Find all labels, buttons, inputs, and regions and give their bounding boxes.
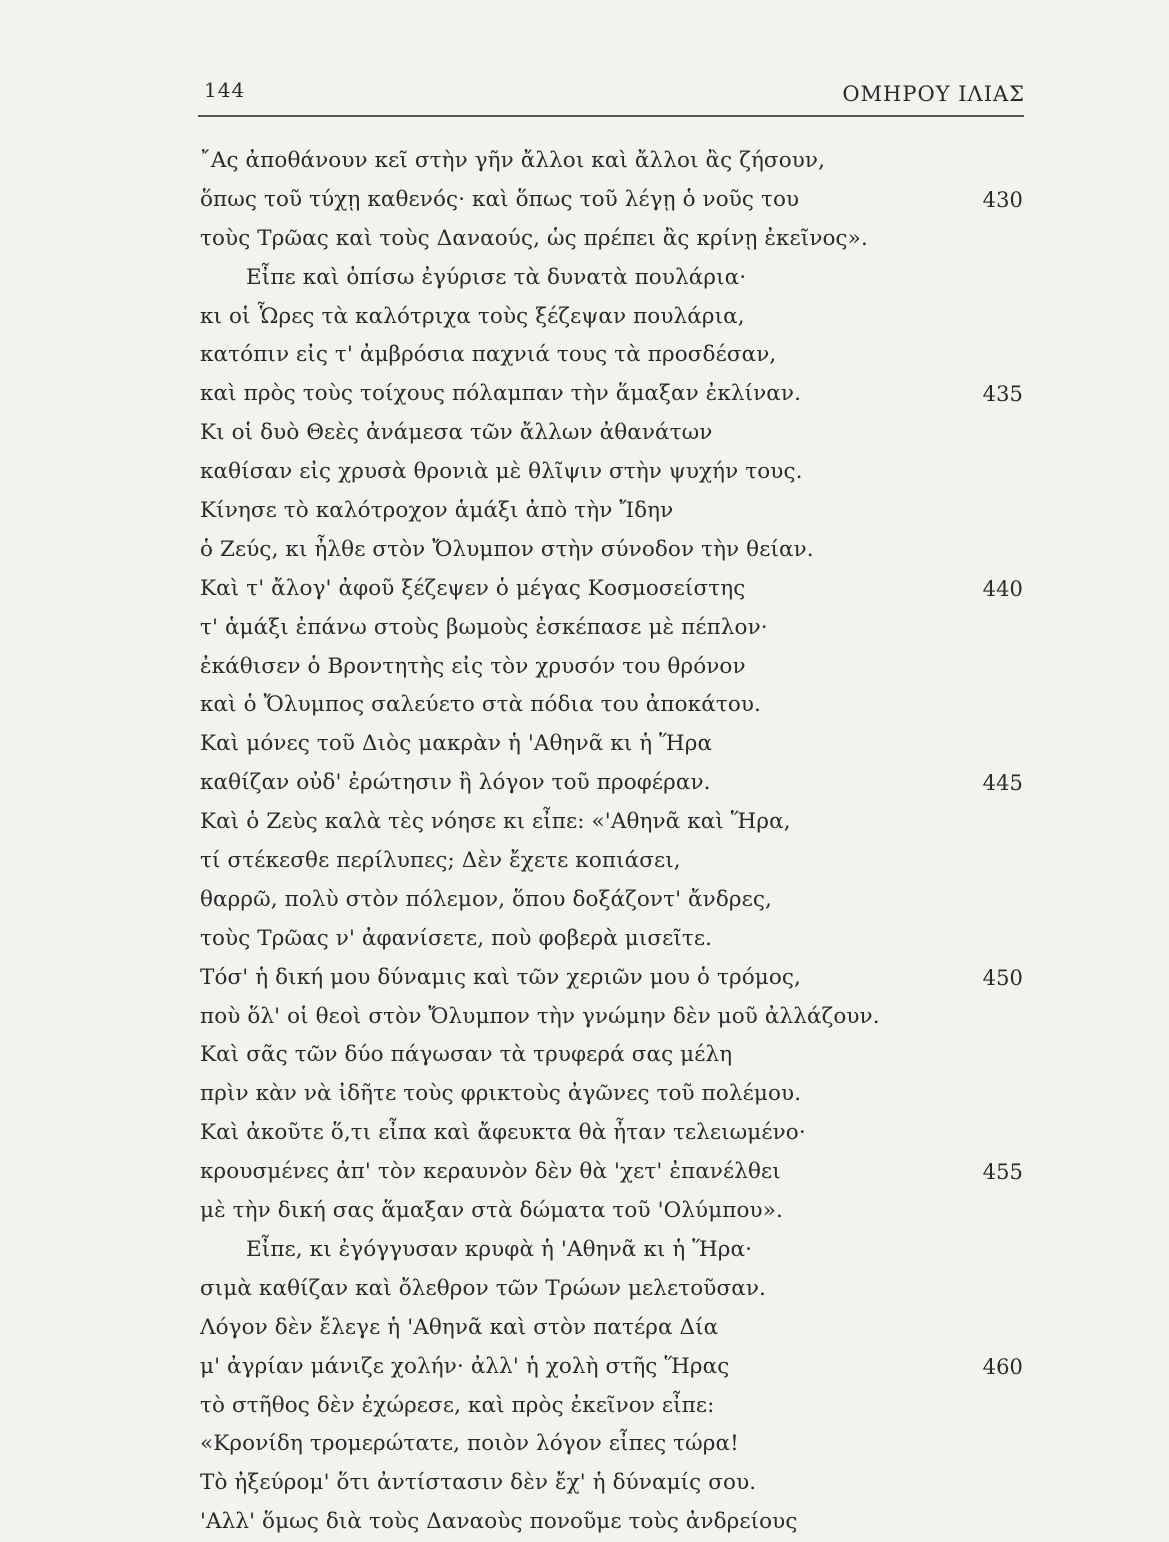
verse-text: κι οἱ Ὧρες τὰ καλότριχα τοὺς ξέζεψαν πουλάρια, [200, 303, 745, 329]
verse-line [200, 298, 1040, 337]
verse-line [200, 686, 1040, 725]
verse-line [200, 725, 1040, 764]
verse-line [200, 764, 1040, 803]
verse-line [200, 1075, 1040, 1114]
verse-text: Καὶ ἀκοῦτε ὅ,τι εἶπα καὶ ἄφευκτα θὰ ἦταν τελειωμένο· [200, 1120, 806, 1146]
verse-text: καθίζαν οὐδ' ἐρώτησιν ἢ λόγον τοῦ προφέραν. [200, 770, 711, 796]
verse-line [200, 531, 1040, 570]
verse-text: τὸ στῆθος δὲν ἐχώρεσε, καὶ πρὸς ἐκεῖνον εἶπε: [200, 1392, 715, 1418]
verse-text: Κίνησε τὸ καλότροχον ἁμάξι ἀπὸ τὴν Ἴδην [200, 498, 674, 524]
verse-text: Λόγον δὲν ἔλεγε ἡ 'Αθηνᾶ καὶ στὸν πατέρα Δία [200, 1314, 719, 1340]
verse-line [200, 414, 1040, 453]
verse-text: «Κρονίδη τρομερώτατε, ποιὸν λόγον εἶπες τώρα! [200, 1431, 739, 1457]
verse-line [200, 1348, 1040, 1387]
verse-line [200, 336, 1040, 375]
line-number: 430 [982, 187, 1023, 212]
verse-line [200, 998, 1040, 1037]
verse-line [200, 803, 1040, 842]
verse-text: θαρρῶ, πολὺ στὸν πόλεμον, ὅπου δοξάζοντ' ἄνδρες, [200, 886, 772, 912]
verse-line [200, 1192, 1040, 1231]
verse-line [200, 1114, 1040, 1153]
verse-text: μὲ τὴν δική σας ἅμαξαν στὰ δώματα τοῦ 'Ολύμπου». [200, 1198, 783, 1224]
verse-line [200, 881, 1040, 920]
line-number: 450 [982, 965, 1023, 990]
verse-line [200, 142, 1040, 181]
verse-text: Εἶπε, κι ἐγόγγυσαν κρυφὰ ἡ 'Αθηνᾶ κι ἡ Ἥρα· [246, 1236, 753, 1262]
verse-text: ἐκάθισεν ὁ Βροντητὴς εἰς τὸν χρυσόν του θρόνον [200, 653, 746, 679]
verse-line [200, 1036, 1040, 1075]
verse-line [200, 842, 1040, 881]
verse-line [200, 609, 1040, 648]
page-header [204, 74, 1025, 114]
running-title: ΟΜΗΡΟΥ ΙΛΙΑΣ [842, 82, 1025, 106]
verse-text: καθίσαν εἰς χρυσὰ θρονιὰ μὲ θλῖψιν στὴν ψυχήν τους. [200, 459, 803, 485]
verse-text: Καὶ τ' ἄλογ' ἀφοῦ ξέζεψεν ὁ μέγας Κοσμοσείστης [200, 575, 746, 601]
verse-line [200, 1231, 1040, 1270]
line-number: 460 [982, 1354, 1023, 1379]
verse-line [200, 1309, 1040, 1348]
verse-text: ποὺ ὅλ' οἱ θεοὶ στὸν Ὄλυμπον τὴν γνώμην δὲν μοῦ ἀλλάζουν. [200, 1003, 880, 1029]
line-number: 445 [982, 771, 1023, 796]
verse-line [200, 1503, 1040, 1542]
verse-text: τοὺς Τρῶας καὶ τοὺς Δαναούς, ὡς πρέπει ἂς κρίνῃ ἐκεῖνος». [200, 225, 868, 251]
verse-text: 'Αλλ' ὅμως διὰ τοὺς Δαναοὺς πονοῦμε τοὺς ἀνδρείους [200, 1509, 798, 1535]
verse-text: καὶ πρὸς τοὺς τοίχους πόλαμπαν τὴν ἅμαξαν ἐκλίναν. [200, 381, 802, 407]
page-number: 144 [204, 78, 246, 102]
line-number: 455 [982, 1160, 1023, 1185]
verse-line [200, 648, 1040, 687]
verse-line [200, 959, 1040, 998]
verse-text: ὅπως τοῦ τύχῃ καθενός· καὶ ὅπως τοῦ λέγῃ ὁ νοῦς του [200, 186, 800, 212]
verse-text: τοὺς Τρῶας ν' ἀφανίσετε, ποὺ φοβερὰ μισεῖτε. [200, 925, 713, 951]
verse-text: ὁ Ζεύς, κι ἦλθε στὸν Ὄλυμπον στὴν σύνοδον τὴν θείαν. [200, 536, 814, 562]
line-number: 440 [982, 576, 1023, 601]
verse-line [200, 492, 1040, 531]
verse-text: Κι οἱ δυὸ Θεὲς ἀνάμεσα τῶν ἄλλων ἀθανάτων [200, 420, 713, 446]
verse-text: τ' ἁμάξι ἐπάνω στοὺς βωμοὺς ἐσκέπασε μὲ πέπλον· [200, 614, 768, 640]
verse-block [200, 142, 1040, 1542]
line-number: 435 [982, 382, 1023, 407]
verse-text: Καὶ μόνες τοῦ Διὸς μακρὰν ἡ 'Αθηνᾶ κι ἡ Ἥρα [200, 731, 713, 757]
verse-text: κρουσμένες ἀπ' τὸν κεραυνὸν δὲν θὰ 'χετ' ἐπανέλθει [200, 1159, 781, 1185]
verse-text: σιμὰ καθίζαν καὶ ὄλεθρον τῶν Τρώων μελετοῦσαν. [200, 1275, 766, 1301]
verse-text: πρὶν κὰν νὰ ἰδῆτε τοὺς φρικτοὺς ἀγῶνες τοῦ πολέμου. [200, 1081, 802, 1107]
header-rule [198, 115, 1024, 117]
verse-line [200, 570, 1040, 609]
verse-line [200, 375, 1040, 414]
verse-text: μ' ἀγρίαν μάνιζε χολήν· ἀλλ' ἡ χολὴ στῆς Ἥρας [200, 1353, 730, 1379]
verse-line [200, 1464, 1040, 1503]
verse-text: τί στέκεσθε περίλυπες; Δὲν ἔχετε κοπιάσει, [200, 848, 681, 874]
verse-line [200, 920, 1040, 959]
verse-text: Τόσ' ἡ δική μου δύναμις καὶ τῶν χεριῶν μου ὁ τρόμος, [200, 964, 801, 990]
verse-line [200, 453, 1040, 492]
verse-text: καὶ ὁ Ὄλυμπος σαλεύετο στὰ πόδια του ἀποκάτου. [200, 692, 761, 718]
verse-text: Τὸ ἠξεύρομ' ὅτι ἀντίστασιν δὲν ἔχ' ἡ δύναμίς σου. [200, 1470, 757, 1496]
verse-line [200, 259, 1040, 298]
verse-text: Καὶ σᾶς τῶν δύο πάγωσαν τὰ τρυφερά σας μέλη [200, 1042, 733, 1068]
verse-text: ῎Ας ἀποθάνουν κεῖ στὴν γῆν ἄλλοι καὶ ἄλλοι ἂς ζήσουν, [200, 148, 826, 173]
verse-text: Εἶπε καὶ ὀπίσω ἐγύρισε τὰ δυνατὰ πουλάρια· [246, 264, 747, 290]
verse-line [200, 1387, 1040, 1426]
verse-line [200, 1153, 1040, 1192]
verse-text: κατόπιν εἰς τ' ἀμβρόσια παχνιά τους τὰ προσδέσαν, [200, 342, 777, 368]
verse-line [200, 1425, 1040, 1464]
verse-line [200, 220, 1040, 259]
verse-line [200, 1270, 1040, 1309]
verse-line [200, 181, 1040, 220]
verse-text: Καὶ ὁ Ζεὺς καλὰ τὲς νόησε κι εἶπε: «'Αθηνᾶ καὶ Ἥρα, [200, 809, 791, 835]
